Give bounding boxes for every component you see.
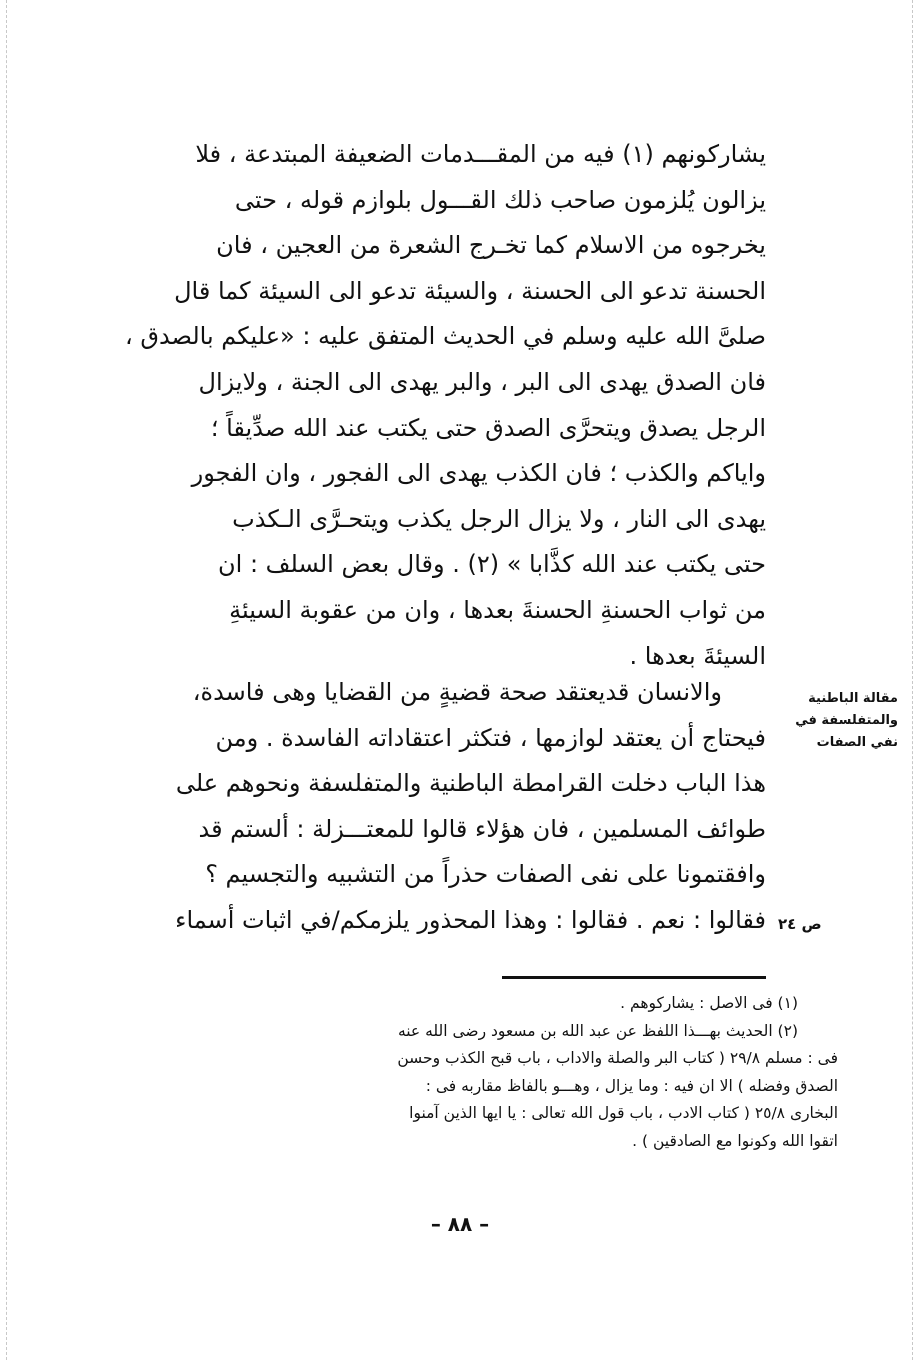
footnote-line: البخارى ٢٥/٨ ( كتاب الادب ، باب قول الله تعالى : يا ايها الذين آمنوا bbox=[409, 1104, 838, 1122]
text-line: واياكم والكذب ؛ فان الكذب يهدى الى الفجور ، وان الفجور bbox=[191, 459, 766, 488]
margin-note-line: مقالة الباطنية bbox=[808, 691, 898, 706]
footnote-line: اتقوا الله وكونوا مع الصادقين ) . bbox=[632, 1131, 838, 1150]
text-line: يخرجوه من الاسلام كما تخـرج الشعرة من العجين ، فان bbox=[216, 231, 766, 260]
page-edge-right bbox=[912, 0, 913, 1360]
text-line: حتى يكتب عند الله كذَّابا » (٢) . وقال بعض السلف : ان bbox=[218, 550, 766, 579]
main-paragraph-1 bbox=[100, 132, 766, 679]
text-line: والانسان قديعتقد صحة قضيةٍ من القضايا وهى فاسدة، bbox=[192, 678, 722, 706]
text-line: السيئةَ بعدها . bbox=[629, 641, 766, 670]
footnote-line: الصدق وفضله ) الا ان فيه : وما يزال ، وهـــو بالفاظ مقاربه فى : bbox=[425, 1076, 838, 1095]
text-line: الحسنة تدعو الى الحسنة ، والسيئة تدعو الى السيئة كما قال bbox=[174, 276, 766, 305]
footnote-line: (١) فى الاصل : يشاركوهم . bbox=[620, 994, 798, 1012]
text-line: صلىَّ الله عليه وسلم في الحديث المتفق عليه : «عليكم بالصدق ، bbox=[124, 322, 766, 351]
manuscript-page-reference: ص ٢٤ bbox=[778, 915, 822, 933]
text-line: فيحتاج أن يعتقد لوازمها ، فتكثر اعتقاداته الفاسدة . ومن bbox=[215, 723, 766, 752]
main-paragraph-2 bbox=[100, 670, 766, 944]
text-line: فقالوا : نعم . فقالوا : وهذا المحذور يلزمكم/في اثبات أسماء bbox=[175, 905, 766, 934]
margin-note-line: نفي الصفات bbox=[816, 735, 898, 750]
text-line: يزالون يُلزمون صاحب ذلك القـــول بلوازم قوله ، حتى bbox=[234, 185, 766, 214]
text-line: طوائف المسلمين ، فان هؤلاء قالوا للمعتـــزلة : ألستم قد bbox=[198, 814, 766, 843]
page-edge-left bbox=[6, 0, 7, 1360]
footnote-divider bbox=[502, 976, 766, 979]
text-line: يهدى الى النار ، ولا يزال الرجل يكذب ويتحـرَّى الـكذب bbox=[232, 504, 766, 533]
text-line: يشاركونهم (١) فيه من المقـــدمات الضعيفة المبتدعة ، فلا bbox=[195, 140, 766, 168]
page-number: – ٨٨ – bbox=[430, 1212, 490, 1236]
text-line: وافقتمونا على نفى الصفات حذراً من التشبيه والتجسيم ؟ bbox=[205, 860, 766, 889]
footnote-line: (٢) الحديث بهـــذا اللفظ عن عبد الله بن مسعود رضى الله عنه bbox=[397, 1021, 798, 1040]
margin-note-line: والمتفلسفة في bbox=[795, 713, 898, 728]
text-line: من ثواب الحسنةِ الحسنةَ بعدها ، وان من عقوبة السيئةِ bbox=[229, 595, 766, 624]
margin-note bbox=[795, 688, 898, 754]
text-line: هذا الباب دخلت القرامطة الباطنية والمتفلسفة ونحوهم على bbox=[175, 769, 766, 798]
footnotes bbox=[128, 990, 838, 1155]
text-line: الرجل يصدق ويتحرَّى الصدق حتى يكتب عند الله صدِّيقاً ؛ bbox=[210, 413, 766, 442]
footnote-line: فى : مسلم ٢٩/٨ ( كتاب البر والصلة والاداب ، باب قبح الكذب وحسن bbox=[397, 1049, 838, 1067]
text-line: فان الصدق يهدى الى البر ، والبر يهدى الى الجنة ، ولايزال bbox=[198, 367, 766, 396]
